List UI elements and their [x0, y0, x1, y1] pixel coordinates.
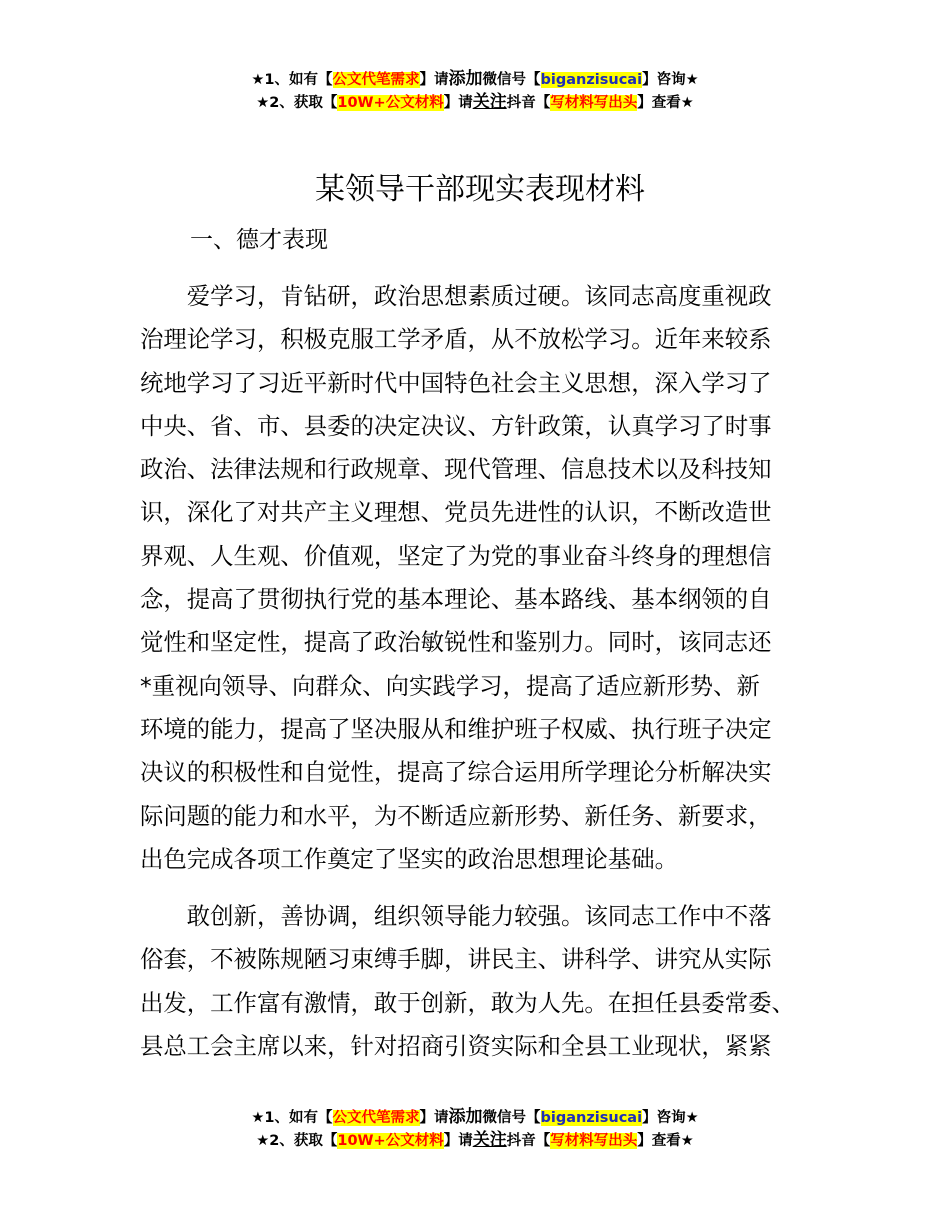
- banner-emphasis: 添加: [448, 1107, 483, 1127]
- banner-text: 抖音【: [506, 95, 551, 111]
- text-line: 俗套，不被陈规陋习束缚手脚，讲民主、讲科学、讲究从实际: [140, 945, 772, 974]
- banner-text: 】查看★: [637, 95, 694, 111]
- banner-wechat-id: biganzisucai: [540, 72, 643, 88]
- paragraph-2: [140, 895, 820, 1068]
- bottom-banner: [0, 1106, 950, 1152]
- banner-text: ★2、获取【: [256, 1133, 338, 1149]
- banner-text: 】咨询★: [642, 1110, 699, 1126]
- banner-text: ★1、如有【: [251, 72, 333, 88]
- text-line: 念，提高了贯彻执行党的基本理论、基本路线、基本纲领的自: [140, 585, 772, 614]
- banner-text: 】请: [443, 1133, 473, 1149]
- banner-highlight: 10W+公文材料: [337, 1133, 444, 1149]
- text-line: 统地学习了习近平新时代中国特色社会主义思想，深入学习了: [140, 368, 772, 397]
- banner-highlight: 公文代笔需求: [332, 72, 420, 88]
- text-line: 出发，工作富有激情，敢于创新，敢为人先。在担任县委常委、: [140, 988, 795, 1017]
- banner-text: 】请: [443, 95, 473, 111]
- banner-highlight: 写材料写出头: [550, 95, 638, 111]
- text-line: 界观、人生观、价值观，坚定了为党的事业奋斗终身的理想信: [140, 541, 772, 570]
- text-line: 决议的积极性和自觉性，提高了综合运用所学理论分析解决实: [140, 758, 772, 787]
- banner-emphasis: 关注: [472, 1130, 507, 1150]
- banner-emphasis: 关注: [472, 92, 507, 112]
- banner-text: ★2、获取【: [256, 95, 338, 111]
- text-line: 识，深化了对共产主义理想、党员先进性的认识，不断改造世: [140, 498, 772, 527]
- banner-text: 抖音【: [506, 1133, 551, 1149]
- banner-text: 微信号【: [482, 72, 541, 88]
- banner-highlight: 写材料写出头: [550, 1133, 638, 1149]
- section-heading: 一、德才表现: [190, 227, 328, 253]
- banner-line-2: [0, 91, 950, 114]
- text-line: 出色完成各项工作奠定了坚实的政治思想理论基础。: [140, 844, 678, 873]
- top-banner: [0, 68, 950, 114]
- text-line: 中央、省、市、县委的决定决议、方针政策，认真学习了时事: [140, 411, 772, 440]
- banner-highlight: 10W+公文材料: [337, 95, 444, 111]
- paragraph-1: [140, 275, 820, 881]
- text-line: 环境的能力，提高了坚决服从和维护班子权威、执行班子决定: [140, 714, 772, 743]
- banner-emphasis: 添加: [448, 69, 483, 89]
- document-body: [140, 168, 820, 1068]
- text-line: 政治、法律法规和行政规章、现代管理、信息技术以及科技知: [140, 455, 772, 484]
- text-line: 爱学习，肯钻研，政治思想素质过硬。该同志高度重视政: [140, 282, 772, 310]
- banner-text: 微信号【: [482, 1110, 541, 1126]
- banner-text: 】请: [419, 72, 449, 88]
- text-line: 觉性和坚定性，提高了政治敏锐性和鉴别力。同时，该同志还: [140, 628, 772, 657]
- banner-wechat-id: biganzisucai: [540, 1110, 643, 1126]
- banner-text: 】请: [419, 1110, 449, 1126]
- banner-text: 】咨询★: [642, 72, 699, 88]
- document-title: 某领导干部现实表现材料: [315, 172, 645, 207]
- banner-line-1: [0, 1106, 950, 1129]
- text-line: 治理论学习，积极克服工学矛盾，从不放松学习。近年来较系: [140, 325, 772, 354]
- banner-text: ★1、如有【: [251, 1110, 333, 1126]
- banner-highlight: 公文代笔需求: [332, 1110, 420, 1126]
- text-line: 敢创新，善协调，组织领导能力较强。该同志工作中不落: [140, 902, 772, 931]
- text-line: 县总工会主席以来，针对招商引资实际和全县工业现状，紧紧: [140, 1032, 772, 1061]
- banner-line-2: [0, 1129, 950, 1152]
- text-line: *重视向领导、向群众、向实践学习，提高了适应新形势、新: [140, 671, 760, 700]
- banner-text: 】查看★: [637, 1133, 694, 1149]
- text-line: 际问题的能力和水平，为不断适应新形势、新任务、新要求，: [140, 801, 772, 830]
- banner-line-1: [0, 68, 950, 91]
